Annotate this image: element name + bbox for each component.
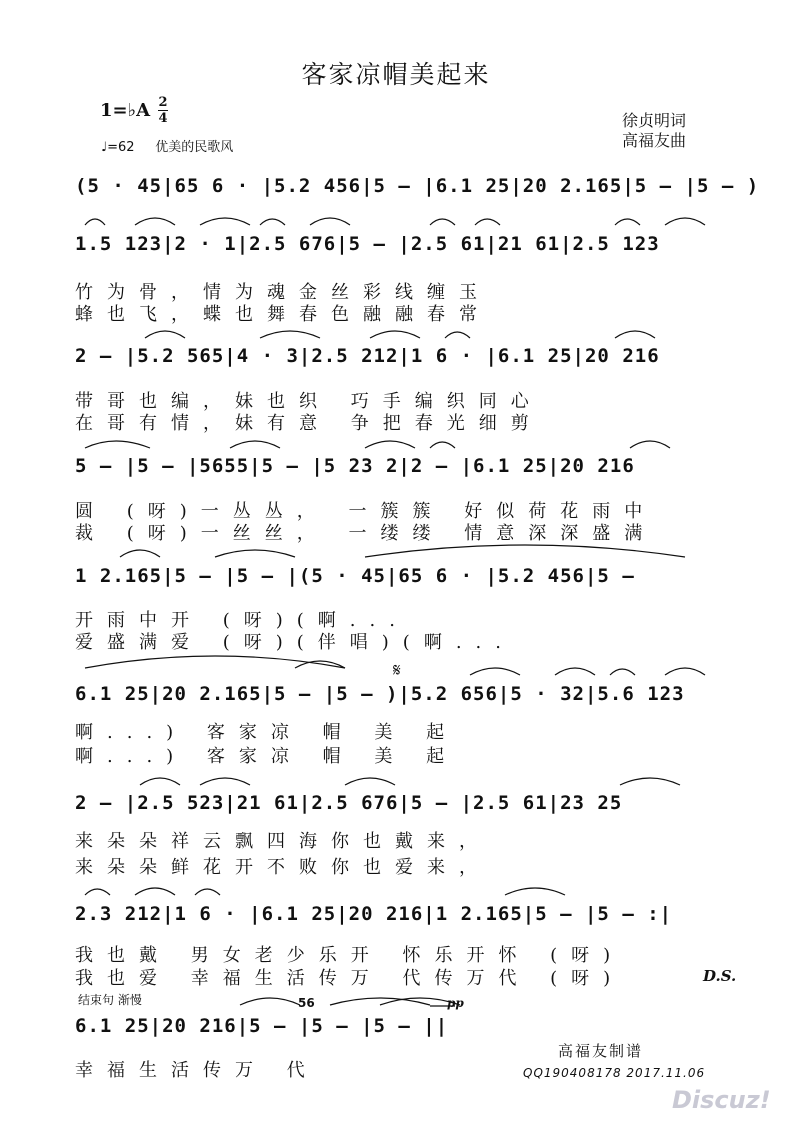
slur-mark [665, 668, 705, 675]
score-row-5: 1 2.165|5 – |5 – |(5 · 45|65 6 · |5.2 456|5 – [75, 565, 635, 587]
segno-icon: 𝄋 [393, 660, 401, 681]
score-row-1: (5 · 45|65 6 · |5.2 456|5 – |6.1 25|20 2.165|5 – |5 – ) [75, 175, 760, 197]
slur-mark [365, 545, 685, 557]
slur-mark [145, 331, 185, 338]
slur-mark [430, 219, 455, 225]
lyric-row-5-b: 爱盛满爱 (呀)(伴唱)(啊... [75, 632, 515, 653]
lyricist: 徐贞明词 [622, 111, 687, 130]
slur-mark [135, 218, 175, 225]
slur-mark [85, 889, 110, 895]
lyric-row-7-b: 来朵朵鲜花开不败你也爱来， [75, 857, 491, 878]
slur-mark [430, 442, 455, 448]
slur-mark [370, 331, 420, 338]
lyric-row-6-b: 啊...) 客家凉 帽 美 起 [75, 746, 459, 767]
slur-mark [85, 219, 105, 225]
lyric-row-6-a: 啊...) 客家凉 帽 美 起 [75, 722, 459, 743]
slur-mark [260, 331, 320, 338]
composer: 高福友曲 [622, 131, 687, 150]
score-row-6: 6.1 25|20 2.165|5 – |5 – )|5.2 656|5 · 32|5.6 123 [75, 683, 685, 705]
slur-mark [140, 778, 180, 785]
slur-mark [610, 669, 635, 675]
slur-mark [470, 668, 520, 675]
score-row-7: 2 – |2.5 523|21 61|2.5 676|5 – |2.5 61|23 25 [75, 792, 623, 814]
slur-mark [195, 889, 220, 895]
tempo-mark: ♩=62 [101, 140, 135, 155]
score-row-8: 2.3 212|1 6 · |6.1 25|20 216|1 2.165|5 – |5 – :| [75, 903, 673, 925]
time-top: 2 [158, 95, 168, 110]
slur-mark [620, 778, 680, 785]
fermata-number: 56 [298, 996, 315, 1010]
lyric-row-4-b: 裁 (呀)一丝丝， 一缕缕 情意深深盛满 [75, 523, 657, 544]
contact-date: QQ190408178 2017.11.06 [523, 1066, 706, 1080]
slur-mark [200, 778, 250, 785]
lyric-row-3-b: 在哥有情，妹有意 争把春光细剪 [75, 413, 543, 434]
ending-label: 结束句 渐慢 [78, 993, 142, 1007]
slur-mark [555, 668, 595, 675]
slur-mark [330, 998, 430, 1005]
lyric-row-8-b: 我也爱 幸福生活传万 代传万代 (呀) [75, 968, 625, 989]
slur-mark [85, 441, 150, 448]
slur-mark [215, 550, 295, 557]
score-maker: 高福友制谱 [558, 1042, 644, 1060]
slur-mark [240, 998, 300, 1005]
tempo-text: 优美的民歌风 [155, 140, 234, 155]
slur-mark [230, 441, 280, 448]
slur-mark [310, 218, 350, 225]
slur-mark [380, 998, 460, 1005]
lyric-row-2-b: 蜂也飞，蝶也舞春色融融春常 [75, 304, 491, 325]
key-label: 1= [100, 100, 128, 121]
lyric-row-8-a: 我也戴 男女老少乐开 怀乐开怀 (呀) [75, 945, 625, 966]
slur-mark [445, 332, 470, 338]
score-row-3: 2 – |5.2 565|4 · 3|2.5 212|1 6 · |6.1 25|20 216 [75, 345, 660, 367]
dynamic-mark: pp [447, 996, 464, 1010]
score-row-4: 5 – |5 – |5655|5 – |5 23 2|2 – |6.1 25|20 216 [75, 455, 635, 477]
score-row-2: 1.5 123|2 · 1|2.5 676|5 – |2.5 61|21 61|2.5 123 [75, 233, 660, 255]
slur-mark [120, 550, 160, 557]
slur-mark [475, 219, 500, 225]
lyric-row-2-a: 竹为骨，情为魂金丝彩线缠玉 [75, 282, 491, 303]
slur-mark [260, 219, 285, 225]
slur-mark [615, 219, 640, 225]
slur-mark [505, 888, 565, 895]
slur-mark [665, 218, 705, 225]
ds-mark: D.S. [703, 967, 737, 985]
lyric-row-7-a: 来朵朵祥云飘四海你也戴来， [75, 831, 491, 852]
lyric-row-5-a: 开雨中开 (呀)(啊... [75, 610, 409, 631]
slur-mark [85, 656, 345, 668]
slur-mark [615, 331, 655, 338]
key-note: ♭A [127, 100, 151, 121]
lyric-row-4-a: 圆 (呀)一丛丛， 一簇簇 好似荷花雨中 [75, 501, 657, 522]
watermark: Discuz! [672, 1086, 771, 1114]
slur-mark [630, 441, 670, 448]
score-row-9: 6.1 25|20 216|5 – |5 – |5 – || [75, 1015, 449, 1037]
lyric-row-9: 幸福生活传万 代 [75, 1060, 319, 1081]
slur-mark [365, 441, 415, 448]
lyric-row-3-a: 带哥也编，妹也织 巧手编织同心 [75, 391, 543, 412]
song-title: 客家凉帽美起来 [301, 60, 491, 89]
slur-mark [345, 778, 395, 785]
slur-mark [135, 888, 175, 895]
slur-mark [200, 218, 250, 225]
time-bottom: 4 [158, 111, 168, 126]
